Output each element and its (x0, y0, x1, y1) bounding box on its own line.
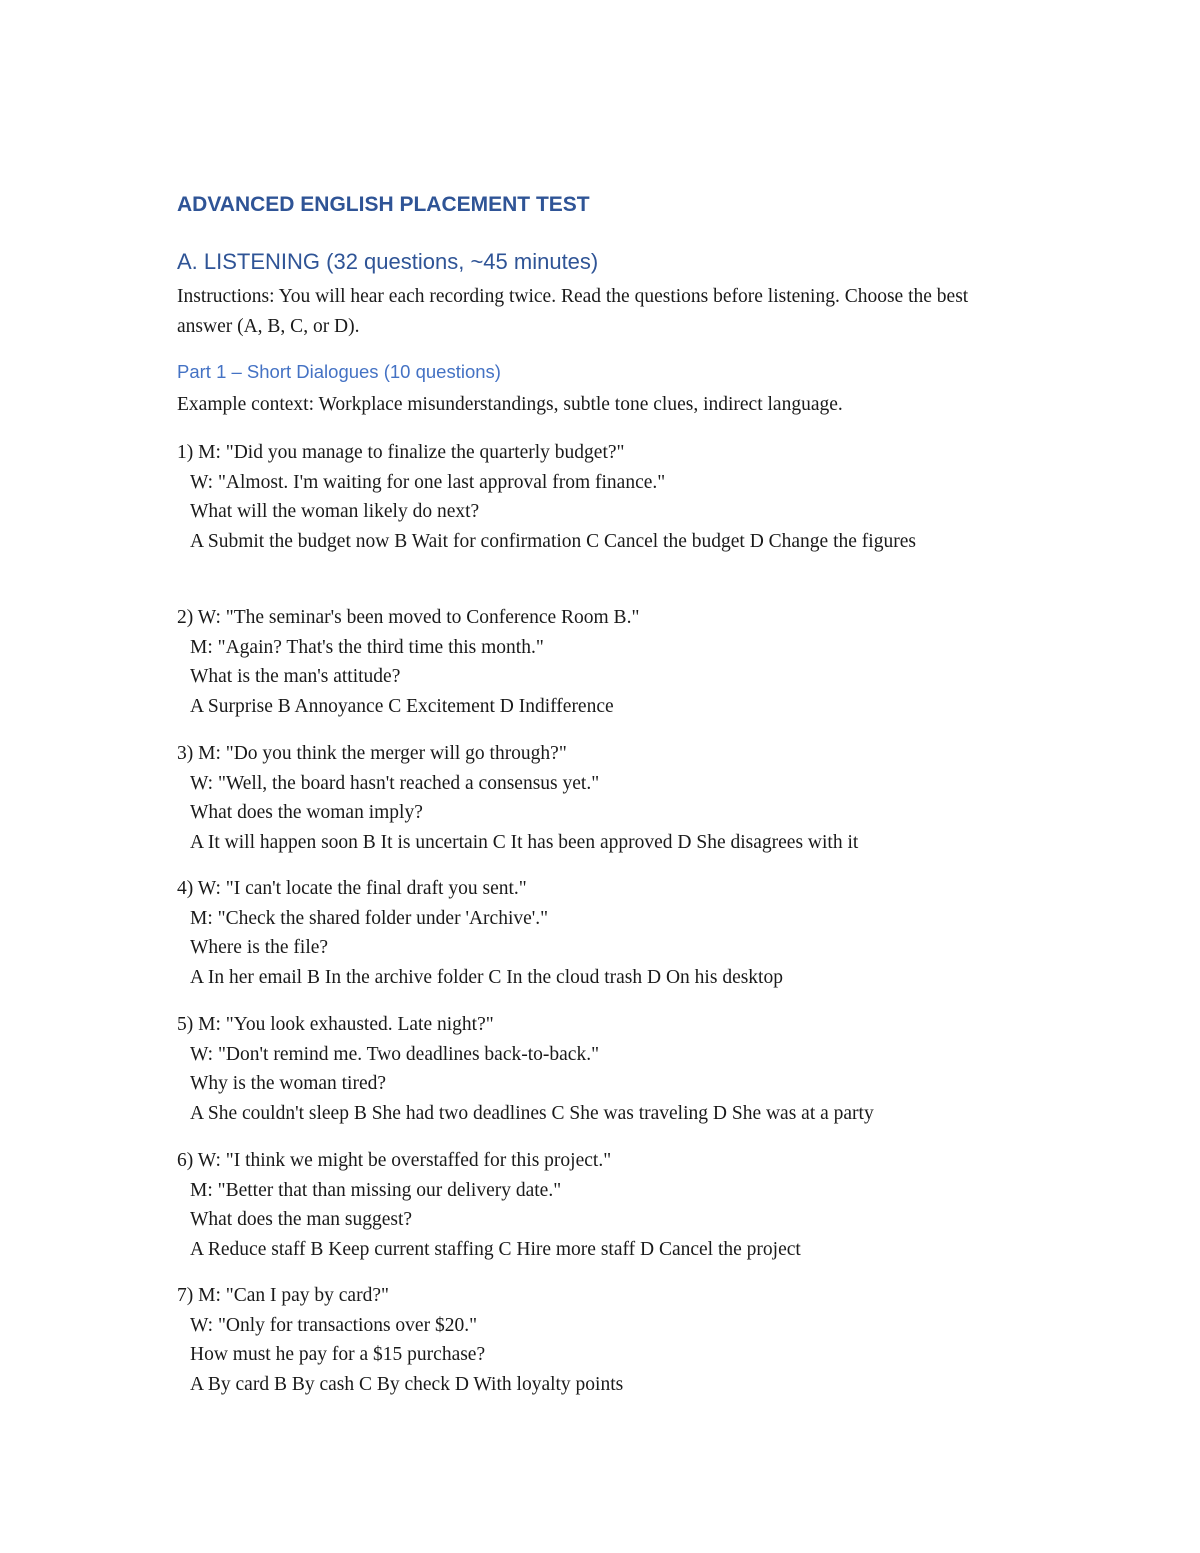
section-heading-listening: A. LISTENING (32 questions, ~45 minutes) (177, 249, 599, 274)
dialogue-line-2: M: "Check the shared folder under 'Archive'." (190, 907, 549, 929)
question-prompt: What does the woman imply? (190, 802, 423, 823)
question-prompt: Why is the woman tired? (190, 1073, 387, 1094)
question-3 (177, 739, 1007, 857)
dialogue-line-1: 3) M: "Do you think the merger will go through?" (177, 743, 567, 764)
part-heading-short-dialogues: Part 1 – Short Dialogues (10 questions) (177, 361, 501, 382)
answer-options: A She couldn't sleep B She had two deadlines C She was traveling D She was at a party (190, 1102, 874, 1124)
section-instructions: Instructions: You will hear each recording twice. Read the questions before listening. Choose the best answer (A, B, C, or D). (177, 286, 969, 337)
dialogue-line-2: W: "Almost. I'm waiting for one last approval from finance." (190, 471, 666, 493)
dialogue-line-1: 5) M: "You look exhausted. Late night?" (177, 1014, 494, 1035)
dialogue-line-2: W: "Don't remind me. Two deadlines back-to-back." (190, 1043, 600, 1065)
dialogue-line-1: 7) M: "Can I pay by card?" (177, 1285, 389, 1306)
document-title: ADVANCED ENGLISH PLACEMENT TEST (177, 193, 590, 216)
dialogue-line-2: M: "Again? That's the third time this month." (190, 636, 544, 658)
question-7 (177, 1281, 1007, 1399)
question-1 (177, 438, 1007, 556)
dialogue-line-2: M: "Better that than missing our delivery date." (190, 1179, 562, 1201)
dialogue-line-2: W: "Well, the board hasn't reached a consensus yet." (190, 772, 600, 794)
answer-options: A It will happen soon B It is uncertain C It has been approved D She disagrees with it (190, 831, 859, 853)
answer-options: A Submit the budget now B Wait for confirmation C Cancel the budget D Change the figures (190, 530, 916, 552)
dialogue-line-1: 6) W: "I think we might be overstaffed for this project." (177, 1150, 612, 1171)
question-prompt: What is the man's attitude? (190, 666, 401, 687)
answer-options: A Reduce staff B Keep current staffing C Hire more staff D Cancel the project (190, 1238, 801, 1260)
question-4 (177, 874, 1007, 992)
dialogue-line-1: 4) W: "I can't locate the final draft you sent." (177, 878, 527, 899)
question-prompt: How must he pay for a $15 purchase? (190, 1344, 486, 1365)
answer-options: A In her email B In the archive folder C In the cloud trash D On his desktop (190, 966, 783, 988)
question-prompt: What will the woman likely do next? (190, 501, 480, 522)
question-prompt: What does the man suggest? (190, 1209, 413, 1230)
part-context: Example context: Workplace misunderstandings, subtle tone clues, indirect language. (177, 394, 843, 415)
answer-options: A Surprise B Annoyance C Excitement D Indifference (190, 695, 614, 717)
dialogue-line-1: 2) W: "The seminar's been moved to Conference Room B." (177, 607, 640, 628)
dialogue-line-1: 1) M: "Did you manage to finalize the quarterly budget?" (177, 442, 625, 463)
question-5 (177, 1010, 1007, 1128)
question-2 (177, 603, 1007, 721)
question-prompt: Where is the file? (190, 937, 329, 958)
answer-options: A By card B By cash C By check D With loyalty points (190, 1373, 624, 1395)
dialogue-line-2: W: "Only for transactions over $20." (190, 1314, 478, 1336)
question-6 (177, 1146, 1007, 1264)
